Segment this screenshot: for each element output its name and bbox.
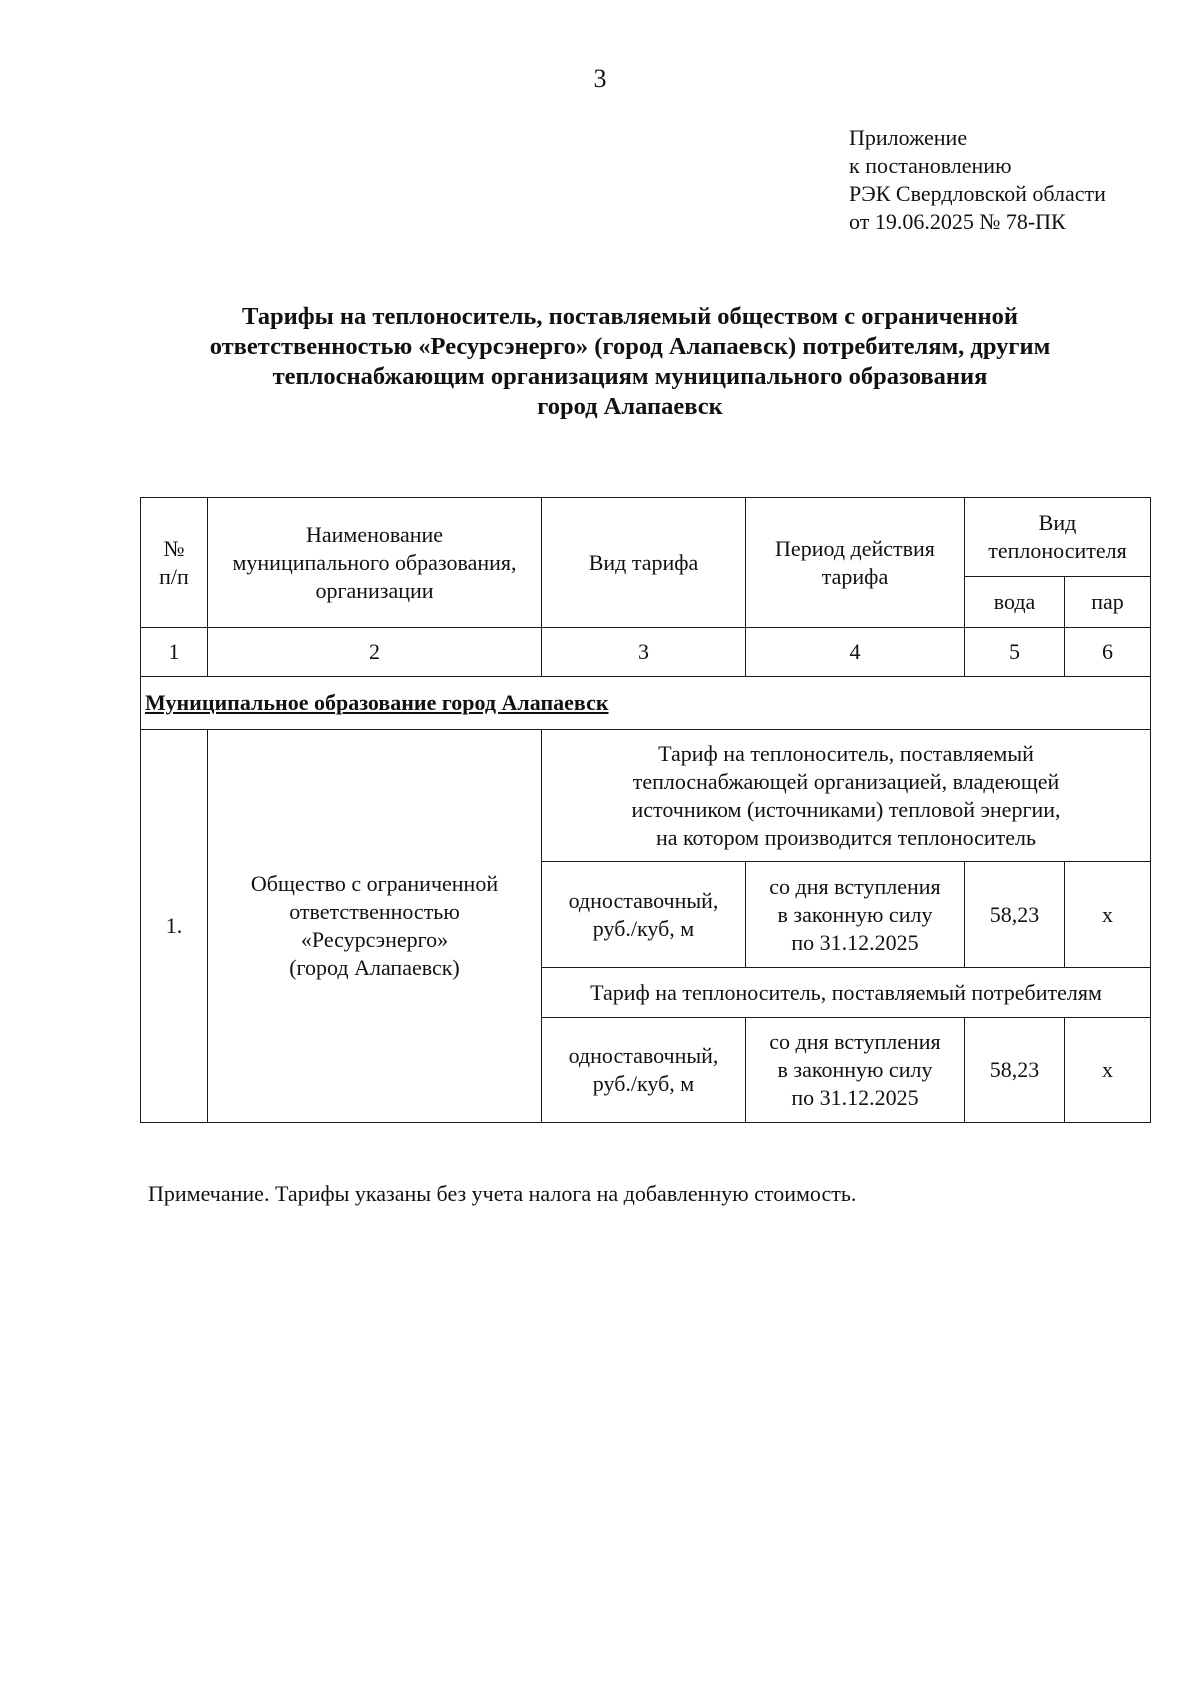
- organization-name: Общество с ограниченной ответственностью «Ресурсэнерго» (город Алапаевск): [208, 730, 542, 1123]
- section-row: [141, 730, 1151, 862]
- col-number: 3: [542, 628, 746, 677]
- header-period: Период действия тарифа: [746, 498, 965, 628]
- municipality-name: Муниципальное образование город Алапаевск: [141, 677, 1151, 730]
- municipality-row: [141, 677, 1151, 730]
- tariff-water-value: 58,23: [965, 1018, 1065, 1123]
- appendix-line: Приложение: [849, 125, 968, 150]
- col-number: 5: [965, 628, 1065, 677]
- footnote: Примечание. Тарифы указаны без учета налога на добавленную стоимость.: [148, 1181, 857, 1206]
- section-heading: Тариф на теплоноситель, поставляемый потребителям: [542, 968, 1151, 1018]
- tariff-type: одноставочный, руб./куб, м: [542, 1018, 746, 1123]
- title-line: теплоснабжающим организациям муниципального образования: [272, 363, 988, 390]
- header-carrier: Вид теплоносителя: [965, 498, 1151, 577]
- tariff-type: одноставочный, руб./куб, м: [542, 862, 746, 968]
- col-number: 6: [1065, 628, 1151, 677]
- document-title: [130, 302, 1130, 422]
- header-water: вода: [965, 577, 1065, 628]
- tariff-steam-value: х: [1065, 1018, 1151, 1123]
- appendix-line: РЭК Свердловской области: [849, 181, 1106, 206]
- appendix-line: от 19.06.2025 № 78-ПК: [849, 209, 1066, 234]
- appendix-line: к постановлению: [849, 153, 1012, 178]
- tariff-steam-value: х: [1065, 862, 1151, 968]
- row-number: 1.: [141, 730, 208, 1123]
- page-number: 3: [593, 64, 607, 93]
- header-row: [141, 498, 1151, 577]
- section-heading: Тариф на теплоноситель, поставляемый теплоснабжающей организацией, владеющей источником (источниками) тепловой энергии, на котором производится теплоноситель: [542, 730, 1151, 862]
- col-number: 2: [208, 628, 542, 677]
- tariff-water-value: 58,23: [965, 862, 1065, 968]
- col-number: 4: [746, 628, 965, 677]
- header-name: Наименование муниципального образования, организации: [208, 498, 542, 628]
- tariff-table: [140, 497, 1151, 1123]
- header-tariff-type: Вид тарифа: [542, 498, 746, 628]
- appendix-block: [849, 124, 1106, 236]
- tariff-period: со дня вступления в законную силу по 31.12.2025: [746, 1018, 965, 1123]
- header-steam: пар: [1065, 577, 1151, 628]
- column-number-row: [141, 628, 1151, 677]
- col-number: 1: [141, 628, 208, 677]
- title-line: ответственностью «Ресурсэнерго» (город Алапаевск) потребителям, другим: [209, 333, 1051, 360]
- header-num: № п/п: [141, 498, 208, 628]
- title-line: Тарифы на теплоноситель, поставляемый обществом с ограниченной: [241, 303, 1019, 330]
- tariff-period: со дня вступления в законную силу по 31.12.2025: [746, 862, 965, 968]
- title-line: город Алапаевск: [537, 393, 723, 420]
